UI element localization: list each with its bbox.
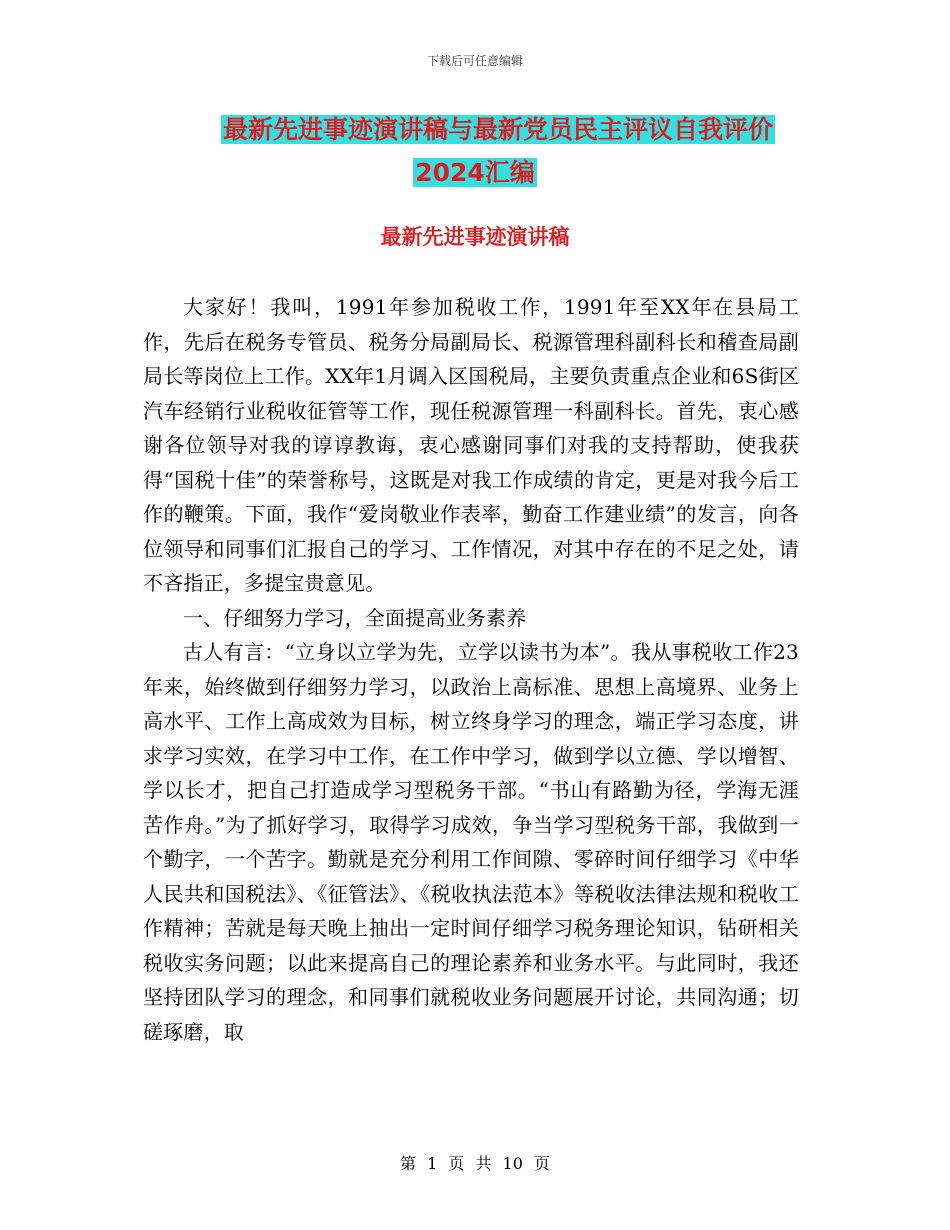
section-title: 最新先进事迹演讲稿 xyxy=(380,225,570,249)
document-title-line-2 xyxy=(0,156,950,190)
document-title-text-1: 最新先进事迹演讲稿与最新党员民主评议自我评价 xyxy=(222,115,773,144)
document-body xyxy=(143,290,799,1049)
paragraph-heading-1: 一、仔细努力学习，全面提高业务素养 xyxy=(183,605,527,630)
document-title-text-2: 2024汇编 xyxy=(415,158,535,187)
document-title-line-1 xyxy=(0,113,950,147)
paragraph-intro: 大家好！我叫，1991年参加税收工作，1991年至XX年在县局工作，先后在税务专管员、税务分局副局长、税源管理科副科长和稽查局副局长等岗位上工作。XX年1月调入区国税局，主要负责重点企业和6S街区汽车经销行业税收征管等工作，现任税源管理一科副科长。首先，衷心感谢各位领导对我的谆谆教诲，衷心感谢同事们对我的支持帮助，使我获得“国税十佳”的荣誉称号，这既是对我工作成绩的肯定，更是对我今后工作的鞭策。下面，我作“爱岗敬业作表率，勤奋工作建业绩”的发言，向各位领导和同事们汇报自己的学习、工作情况，对其中存在的不足之处，请不吝指正，多提宝贵意见。 xyxy=(143,295,799,595)
paragraph-study: 古人有言：“立身以立学为先，立学以读书为本”。我从事税收工作23年来，始终做到仔细努力学习，以政治上高标准、思想上高境界、业务上高水平、工作上高成效为目标，树立终身学习的理念，端正学习态度，讲求学习实效，在学习中工作，在工作中学习，做到学以立德、学以增智、学以长才，把自己打造成学习型税务干部。“书山有路勤为径，学海无涯苦作舟。”为了抓好学习，取得学习成效，争当学习型税务干部，我做到一个勤字，一个苦字。勤就是充分利用工作间隙、零碎时间仔细学习《中华人民共和国税法》、《征管法》、《税收执法范本》等税收法律法规和税收工作精神；苦就是每天晚上抽出一定时间仔细学习税务理论知识，钻研相关税收实务问题；以此来提高自己的理论素养和业务水平。与此同时，我还坚持团队学习的理念，和同事们就税收业务问题展开讨论，共同沟通；切磋琢磨，取 xyxy=(143,640,799,1044)
header-note: 下载后可任意编辑 xyxy=(426,54,523,68)
page-footer: 第 1 页 共 10 页 xyxy=(400,1154,550,1173)
